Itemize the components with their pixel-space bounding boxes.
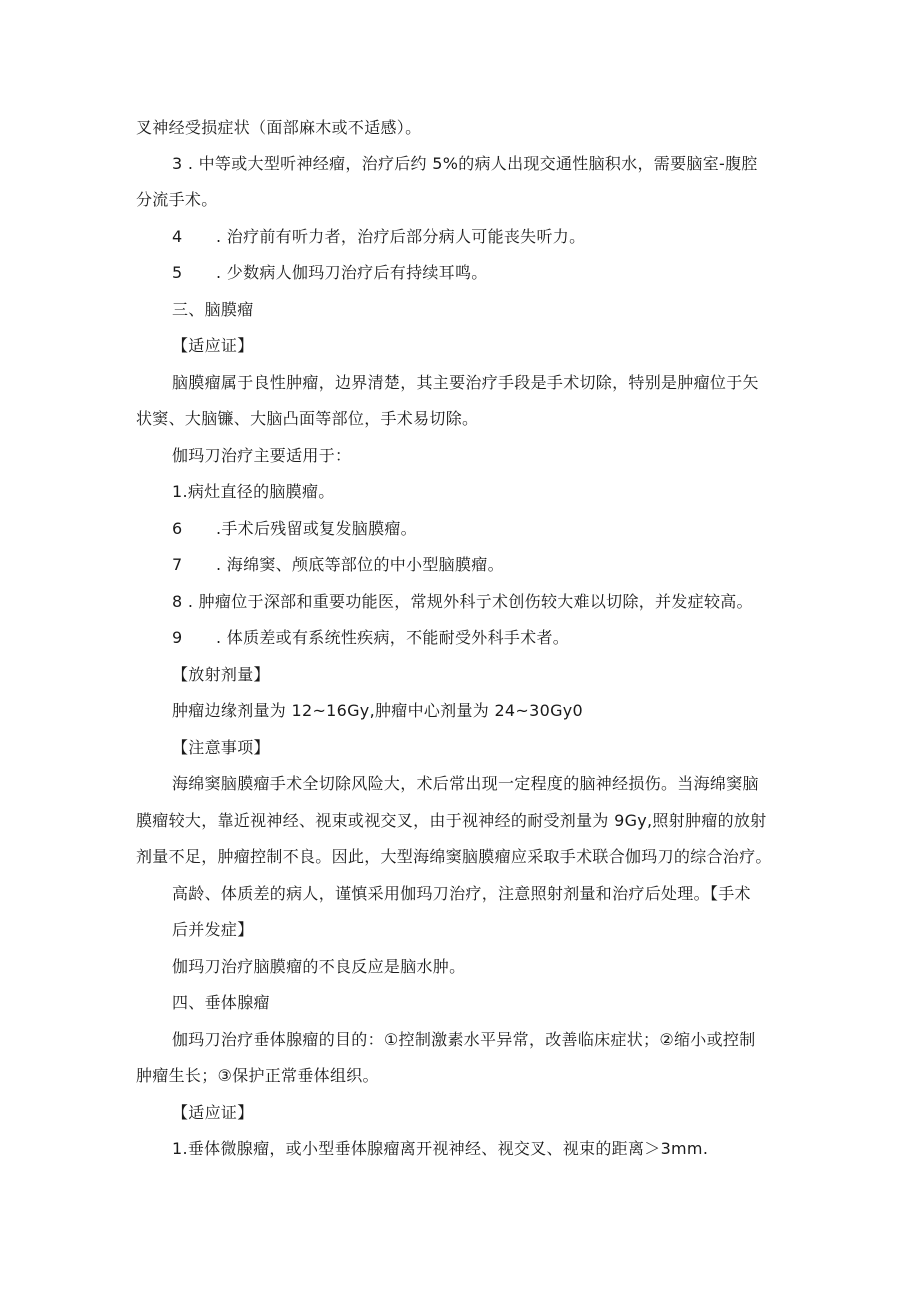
list-number: 6 xyxy=(172,519,183,538)
list-item-4: 4 . 治疗前有听力者，治疗后部分病人可能丧失听力。 xyxy=(172,227,586,246)
list-number: 9 xyxy=(172,628,183,647)
paragraph-line: 状窦、大脑镰、大脑凸面等部位，手术易切除。 xyxy=(136,409,479,428)
list-item-8: 8 . 肿瘤位于深部和重要功能医，常规外科亍术创伤较大难以切除，并发症较高。 xyxy=(172,592,753,611)
paragraph-line: 膜瘤较大，靠近视神经、视束或视交叉，由于视神经的耐受剂量为 9Gy,照射肿瘤的放射 xyxy=(136,811,767,830)
paragraph-line: 高龄、体质差的病人，谨慎采用伽玛刀治疗，注意照射剂量和治疗后处理。【手术 xyxy=(172,884,751,903)
paragraph-line: 海绵窦脑膜瘤手术全切除风险大，术后常出现一定程度的脑神经损伤。当海绵窦脑 xyxy=(172,774,759,793)
section-heading: 三、脑膜瘤 xyxy=(172,300,254,319)
list-item-1: 1.垂体微腺瘤，或小型垂体腺瘤离开视神经、视交叉、视束的距离＞3mm. xyxy=(172,1139,709,1158)
paragraph-line: 伽玛刀治疗主要适用于： xyxy=(172,446,352,465)
list-number: 5 xyxy=(172,263,183,282)
text-line: 叉神经受损症状（面部麻木或不适感）。 xyxy=(136,118,422,137)
list-number: 7 xyxy=(172,555,183,574)
list-item-1: 1.病灶直径的脑膜瘤。 xyxy=(172,482,335,501)
text-line: 分流手术。 xyxy=(136,190,218,209)
paragraph-line: 伽玛刀治疗垂体腺瘤的目的：①控制激素水平异常，改善临床症状；②缩小或控制 xyxy=(172,1030,756,1049)
subsection-heading: 【适应证】 xyxy=(172,336,254,355)
paragraph-line: 脑膜瘤属于良性肿瘤，边界清楚，其主要治疗手段是手术切除，特别是肿瘤位于矢 xyxy=(172,373,759,392)
paragraph-line: 肿瘤生长；③保护正常垂体组织。 xyxy=(136,1066,379,1085)
list-item-9: 9 . 体质差或有系统性疾病，不能耐受外科手术者。 xyxy=(172,628,570,647)
list-number: 4 xyxy=(172,227,183,246)
list-item-3: 3 . 中等或大型听神经瘤，治疗后约 5%的病人出现交通性脑积水，需要脑室-腹腔 xyxy=(172,154,758,173)
paragraph-line: 肿瘤边缘剂量为 12~16Gy,肿瘤中心剂量为 24~30Gy0 xyxy=(172,701,584,720)
paragraph-line: 剂量不足，肿瘤控制不良。因此，大型海绵窦脑膜瘤应采取手术联合伽玛刀的综合治疗。 xyxy=(136,847,772,866)
section-heading: 四、垂体腺瘤 xyxy=(172,993,270,1012)
list-item-6: 6 .手术后残留或复发脑膜瘤。 xyxy=(172,519,417,538)
subsection-heading: 【放射剂量】 xyxy=(172,665,270,684)
list-item-7: 7 . 海绵窦、颅底等部位的中小型脑膜瘤。 xyxy=(172,555,504,574)
subsection-heading: 【注意事项】 xyxy=(172,738,270,757)
subsection-heading: 后并发症】 xyxy=(172,920,254,939)
subsection-heading: 【适应证】 xyxy=(172,1103,254,1122)
list-item-5: 5 . 少数病人伽玛刀治疗后有持续耳鸣。 xyxy=(172,263,488,282)
paragraph-line: 伽玛刀治疗脑膜瘤的不良反应是脑水肿。 xyxy=(172,957,466,976)
